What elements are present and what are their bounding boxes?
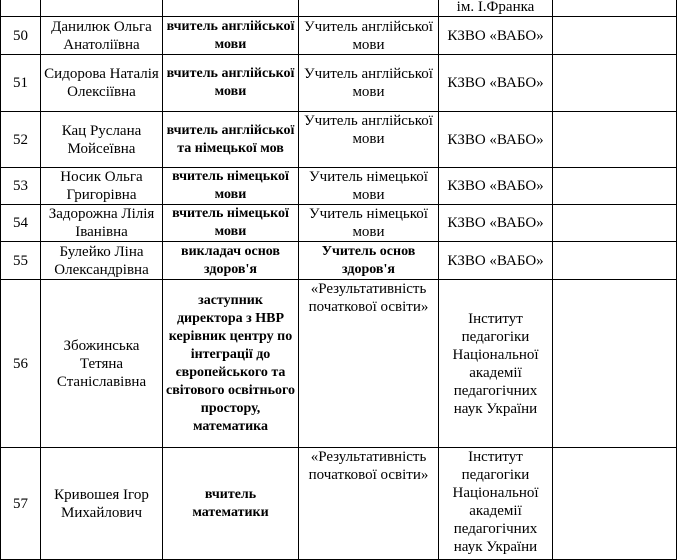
theme-cell: Учитель основ здоров'я (299, 242, 439, 280)
extra-cell (553, 55, 677, 112)
num-cell (1, 0, 41, 17)
name-cell: Носик Ольга Григорівна (41, 168, 163, 205)
num-cell: 57 (1, 448, 41, 560)
theme-cell: «Результативність початкової освіти» (299, 448, 439, 560)
position-cell: вчитель англійської мови (163, 55, 299, 112)
position-cell: вчитель математики (163, 448, 299, 560)
institution-cell: КЗВО «ВАБО» (439, 17, 553, 55)
position-cell: вчитель англійської та німецької мов (163, 112, 299, 168)
table-row (1, 17, 677, 55)
name-cell: Кривошея Ігор Михайлович (41, 448, 163, 560)
extra-cell (553, 448, 677, 560)
position-cell: заступник директора з НВР керівник центру по інтеграції до європейського та світового освітнього простору, математика (163, 280, 299, 448)
theme-cell (299, 0, 439, 17)
num-cell: 53 (1, 168, 41, 205)
institution-cell: Інститут педагогіки Національної академії педагогічних наук України (439, 448, 553, 560)
extra-cell (553, 168, 677, 205)
extra-cell (553, 205, 677, 242)
extra-cell (553, 242, 677, 280)
institution-cell: ім. І.Франка (439, 0, 553, 17)
num-cell: 51 (1, 55, 41, 112)
table-row (1, 242, 677, 280)
name-cell: Булейко Ліна Олександрівна (41, 242, 163, 280)
table-row (1, 448, 677, 560)
name-cell: Збожинська Тетяна Станіславівна (41, 280, 163, 448)
institution-cell: КЗВО «ВАБО» (439, 205, 553, 242)
table-row (1, 55, 677, 112)
name-cell (41, 0, 163, 17)
institution-cell: КЗВО «ВАБО» (439, 168, 553, 205)
theme-cell: Учитель англійської мови (299, 55, 439, 112)
institution-cell: КЗВО «ВАБО» (439, 55, 553, 112)
table-row (1, 205, 677, 242)
theme-cell: Учитель англійської мови (299, 17, 439, 55)
name-cell: Задорожна Лілія Іванівна (41, 205, 163, 242)
name-cell: Данилюк Ольга Анатоліївна (41, 17, 163, 55)
num-cell: 55 (1, 242, 41, 280)
num-cell: 52 (1, 112, 41, 168)
institution-cell: Інститут педагогіки Національної академії педагогічних наук України (439, 280, 553, 448)
position-cell: вчитель німецької мови (163, 205, 299, 242)
theme-cell: Учитель англійської мови (299, 112, 439, 168)
table-row (1, 112, 677, 168)
institution-cell: КЗВО «ВАБО» (439, 112, 553, 168)
institution-cell: КЗВО «ВАБО» (439, 242, 553, 280)
position-cell: вчитель англійської мови (163, 17, 299, 55)
table-row (1, 0, 677, 17)
table-row (1, 168, 677, 205)
extra-cell (553, 0, 677, 17)
extra-cell (553, 112, 677, 168)
position-cell (163, 0, 299, 17)
theme-cell: «Результативність початкової освіти» (299, 280, 439, 448)
table-row (1, 280, 677, 448)
theme-cell: Учитель німецької мови (299, 205, 439, 242)
position-cell: викладач основ здоров'я (163, 242, 299, 280)
num-cell: 56 (1, 280, 41, 448)
position-cell: вчитель німецької мови (163, 168, 299, 205)
name-cell: Кац Руслана Мойсеївна (41, 112, 163, 168)
extra-cell (553, 280, 677, 448)
num-cell: 54 (1, 205, 41, 242)
extra-cell (553, 17, 677, 55)
name-cell: Сидорова Наталія Олексіївна (41, 55, 163, 112)
num-cell: 50 (1, 17, 41, 55)
theme-cell: Учитель німецької мови (299, 168, 439, 205)
